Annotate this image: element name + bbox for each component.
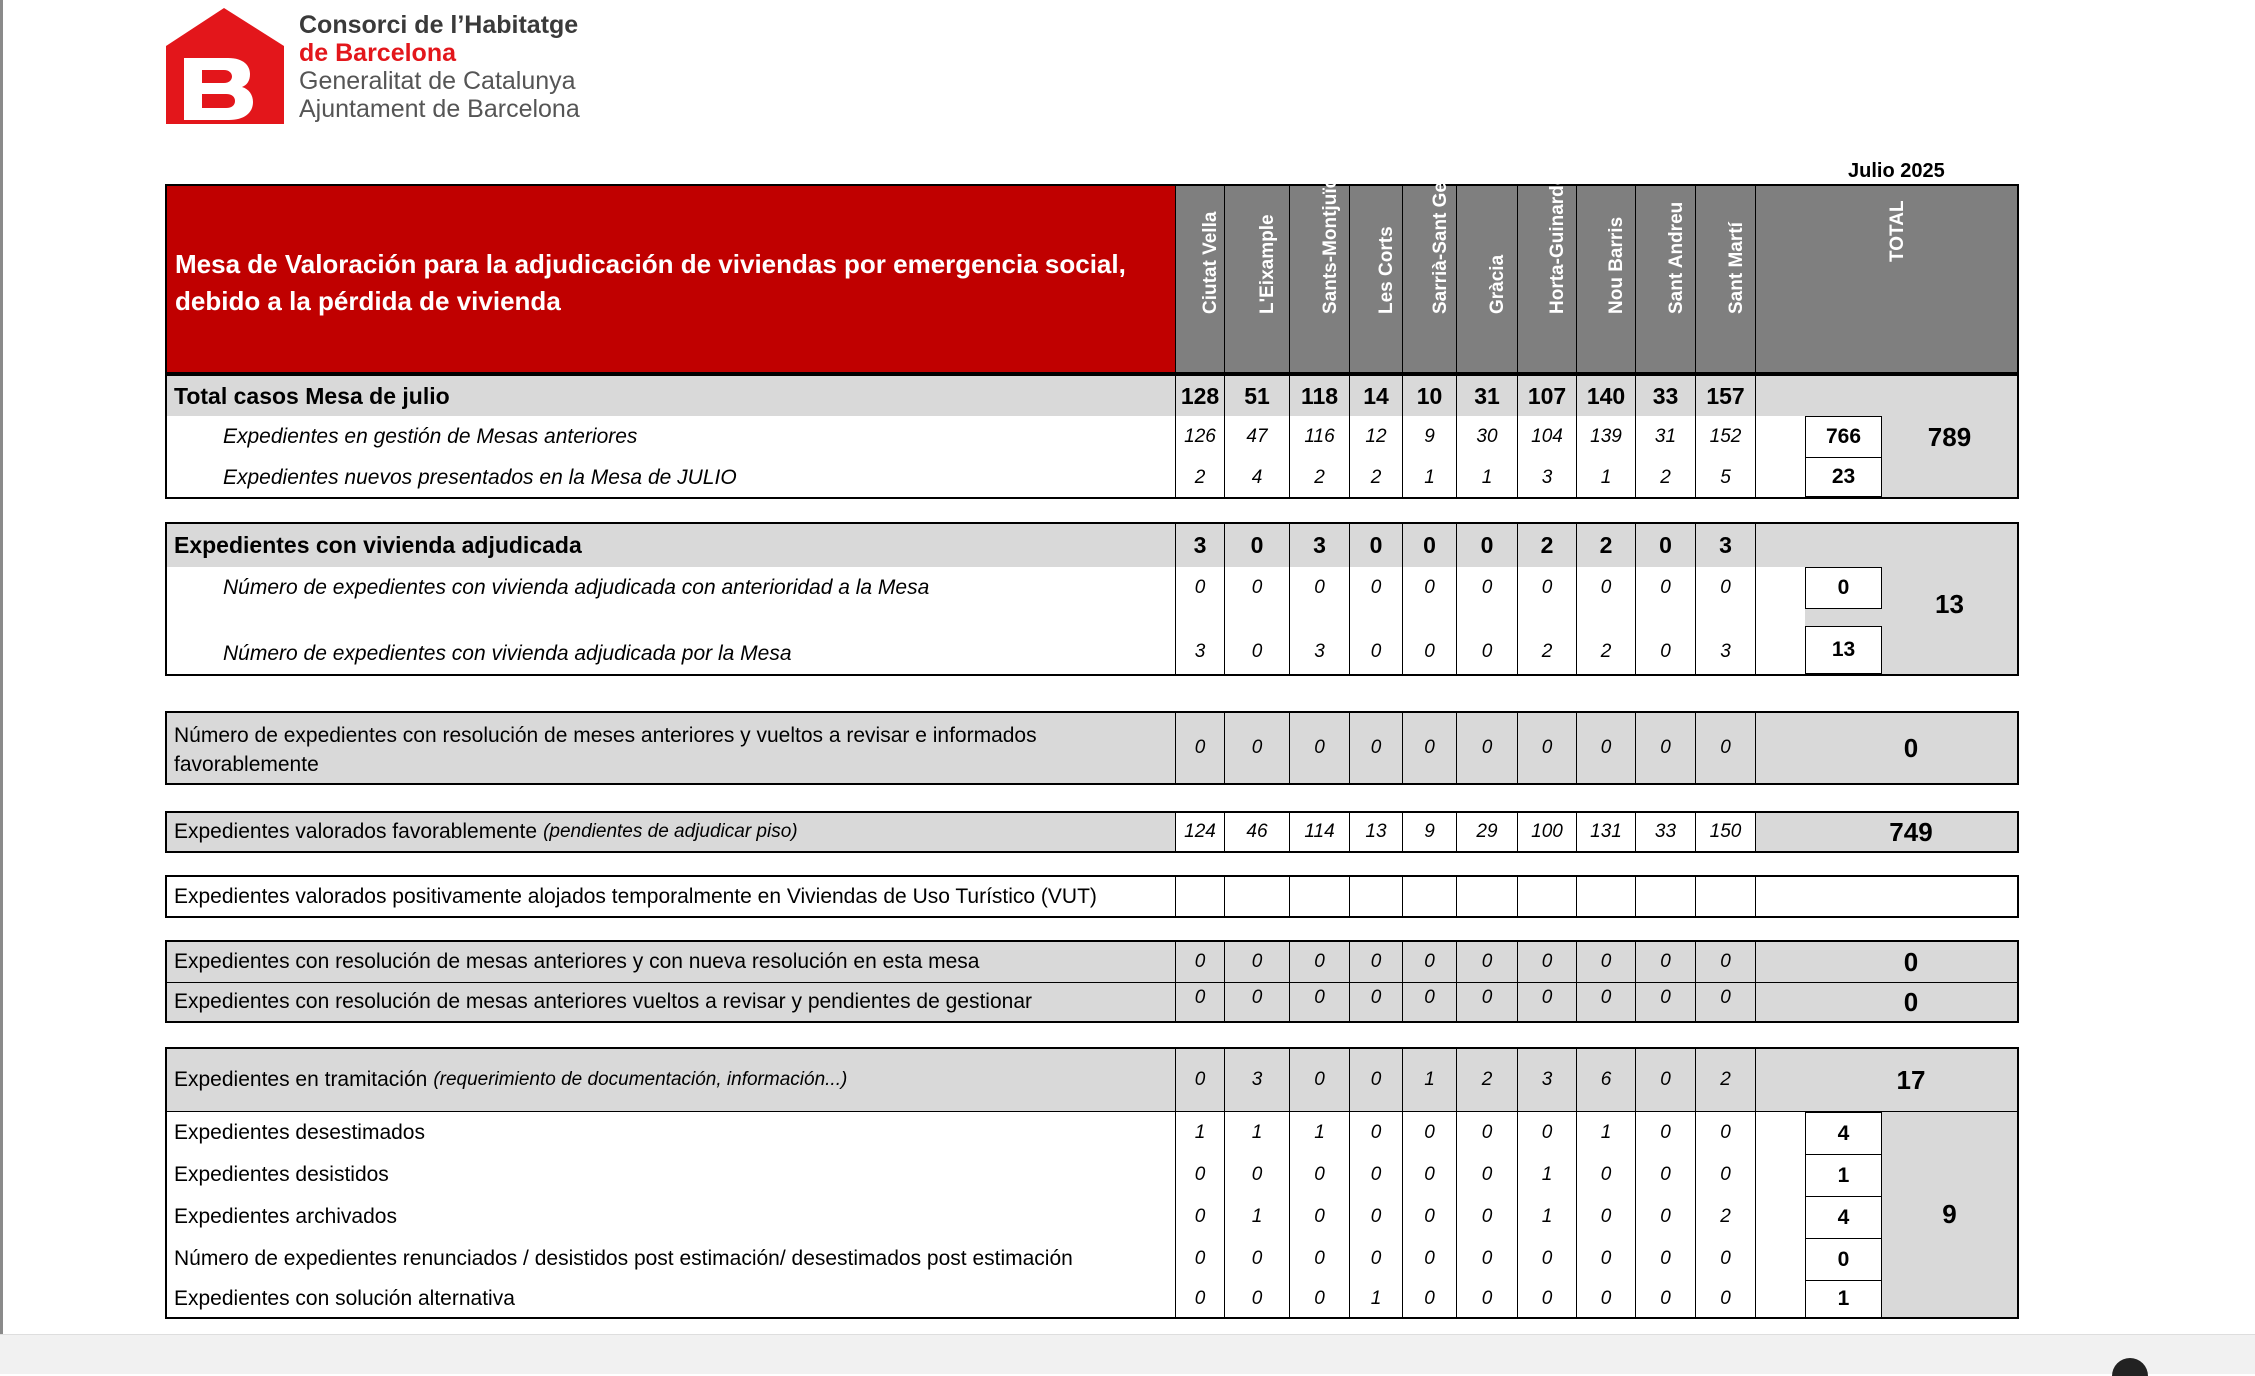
row-valorados-favorablemente	[167, 813, 2017, 851]
value-cell: 0	[1481, 737, 1493, 758]
value-cell: 0	[1424, 577, 1435, 598]
value-cell: 0	[1369, 532, 1383, 558]
table-title-line-2: debido a la pérdida de vivienda	[175, 286, 561, 316]
value-cell: 33	[1652, 382, 1679, 409]
value-cell: 0	[1660, 987, 1671, 1008]
value-cell: 0	[1541, 737, 1553, 758]
district-header	[1696, 186, 1755, 372]
value-cell: 3	[1541, 1069, 1553, 1090]
row-revisar-favorablemente	[167, 713, 2017, 783]
value-cell: 0	[1194, 1248, 1206, 1269]
value-cell: 0	[1314, 1164, 1325, 1185]
table-title-line-1: Mesa de Valoración para la adjudicación de viviendas por emergencia social,	[175, 249, 1126, 279]
district-header-label: Les Corts	[1376, 226, 1397, 314]
row-label: Expedientes con vivienda adjudicada	[174, 532, 582, 558]
value-cell: 1	[1541, 1206, 1553, 1227]
row-archivados	[167, 1196, 2017, 1238]
value-cell: 0	[1660, 1206, 1671, 1227]
row-vut	[167, 877, 2017, 916]
value-cell: 0	[1424, 737, 1435, 758]
row-label: Número de expedientes con vivienda adjudicada con anterioridad a la Mesa	[223, 576, 930, 599]
value-cell: 2	[1194, 466, 1206, 488]
value-cell: 0	[1194, 1206, 1206, 1227]
section-tramitacion	[165, 1047, 2019, 1319]
value-cell: 13	[1350, 813, 1402, 851]
value-cell: 3	[1541, 466, 1553, 488]
total-header-label: TOTAL	[1886, 200, 1908, 262]
value-cell: 0	[1314, 1069, 1325, 1090]
sum-mesas-anteriores: 766	[1805, 416, 1882, 458]
value-cell: 1	[1600, 466, 1612, 488]
value-cell: 0	[1660, 1069, 1671, 1090]
table-title	[167, 186, 1175, 372]
value-cell: 0	[1659, 532, 1672, 558]
row-solucion-alternativa	[167, 1280, 2017, 1317]
value-cell: 4	[1251, 466, 1263, 488]
value-cell: 1	[1314, 1122, 1325, 1143]
value-cell: 0	[1600, 951, 1612, 972]
value-cell: 157	[1706, 382, 1745, 409]
value-cell: 0	[1314, 951, 1325, 972]
district-header	[1518, 173, 1576, 372]
value-cell: 0	[1194, 1069, 1206, 1090]
sum-adjudicada-anterioridad: 0	[1805, 567, 1882, 609]
value-cell: 0	[1251, 1287, 1263, 1309]
viewer-bottom-bar	[0, 1334, 2255, 1374]
row-sum: 4	[1805, 1196, 1882, 1239]
sum-adjudicada-por-mesa: 13	[1805, 626, 1882, 674]
value-cell: 0	[1720, 577, 1731, 598]
value-cell: 0	[1370, 577, 1382, 598]
value-cell: 3	[1313, 532, 1326, 558]
value-cell: 47	[1246, 426, 1268, 447]
value-cell: 0	[1314, 987, 1325, 1008]
value-cell: 0	[1424, 987, 1435, 1008]
row-desistidos	[167, 1154, 2017, 1196]
value-cell: 1	[1194, 1122, 1206, 1143]
row-label: Expedientes nuevos presentados en la Mesa de JULIO	[223, 465, 737, 489]
value-cell: 0	[1424, 1287, 1435, 1309]
row-label: Expedientes valorados positivamente alojados temporalmente en Viviendas de Uso Turístico (VUT)	[174, 884, 1097, 908]
value-cell: 0	[1660, 1164, 1671, 1185]
consorci-b-logo-icon	[166, 8, 284, 124]
value-cell: 128	[1180, 382, 1220, 409]
value-cell: 46	[1225, 813, 1289, 851]
value-cell: 0	[1481, 577, 1493, 598]
logo-line-4: Ajuntament de Barcelona	[299, 95, 580, 123]
value-cell: 1	[1251, 1206, 1263, 1227]
value-cell: 0	[1720, 1287, 1731, 1309]
row-desestimados	[167, 1112, 2017, 1154]
value-cell: 0	[1720, 987, 1731, 1008]
value-cell: 0	[1251, 987, 1263, 1008]
row-adjudicada-anterioridad	[167, 567, 2017, 609]
value-cell: 1	[1481, 466, 1493, 488]
value-cell: 0	[1660, 1287, 1671, 1309]
value-cell: 0	[1720, 951, 1731, 972]
value-cell: 0	[1314, 1248, 1325, 1269]
total-casos: 789	[1927, 421, 1972, 452]
value-cell: 3	[1194, 641, 1206, 662]
row-label-line-2: favorablemente	[174, 753, 319, 776]
value-cell: 0	[1314, 737, 1325, 758]
row-mesas-anteriores	[167, 416, 2017, 458]
value-cell: 0	[1423, 532, 1436, 558]
row-adjudicada-por-mesa	[167, 609, 2017, 674]
value-cell: 3	[1251, 1069, 1263, 1090]
value-cell: 0	[1600, 987, 1612, 1008]
value-cell: 0	[1370, 1122, 1382, 1143]
value-cell: 2	[1720, 1069, 1731, 1090]
value-cell: 0	[1314, 1206, 1325, 1227]
value-cell: 0	[1541, 951, 1553, 972]
value-cell: 107	[1527, 382, 1567, 409]
district-header-label: L'Eixample	[1257, 214, 1278, 314]
row-label: Expedientes desestimados	[174, 1121, 425, 1144]
total-pendientes-gestionar: 0	[1903, 986, 1919, 1017]
row-label: Expedientes en gestión de Mesas anteriores	[223, 425, 638, 448]
value-cell: 2	[1481, 1069, 1493, 1090]
row-sum: 0	[1805, 1238, 1882, 1281]
total-desestimados-group: 9	[1942, 1199, 1957, 1229]
row-sum: 4	[1805, 1112, 1882, 1155]
row-label	[167, 813, 1175, 851]
value-cell: 1	[1424, 466, 1435, 488]
row-nuevos-julio	[167, 458, 2017, 497]
district-header-label: Gràcia	[1487, 254, 1508, 314]
value-cell: 150	[1696, 813, 1755, 851]
value-cell: 0	[1250, 532, 1264, 558]
district-header	[1176, 186, 1224, 372]
row-label: Expedientes con resolución de mesas anteriores y con nueva resolución en esta mesa	[174, 950, 980, 973]
logo-line-2: de Barcelona	[299, 39, 457, 67]
value-cell: 0	[1481, 1206, 1493, 1227]
row-label-text: Expedientes en tramitación	[174, 1068, 428, 1091]
row-renunciados	[167, 1238, 2017, 1280]
section-vut	[165, 875, 2019, 918]
value-cell: 0	[1541, 577, 1553, 598]
value-cell: 0	[1424, 641, 1435, 662]
value-cell: 0	[1424, 951, 1435, 972]
value-cell: 0	[1194, 951, 1206, 972]
district-header-label: Horta-Guinardó	[1547, 173, 1568, 314]
value-cell: 114	[1290, 813, 1349, 851]
value-cell: 139	[1590, 426, 1622, 447]
value-cell: 0	[1600, 1248, 1612, 1269]
value-cell: 2	[1660, 466, 1671, 488]
value-cell: 2	[1541, 641, 1553, 662]
row-label	[167, 713, 1175, 783]
value-cell: 0	[1660, 641, 1671, 662]
district-header	[1225, 186, 1289, 372]
row-sum: 1	[1805, 1280, 1882, 1318]
district-header	[1403, 137, 1456, 372]
value-cell: 0	[1660, 1248, 1671, 1269]
value-cell: 0	[1251, 951, 1263, 972]
row-nueva-resolucion	[167, 942, 2017, 982]
value-cell: 118	[1300, 382, 1339, 409]
value-cell: 0	[1370, 737, 1382, 758]
value-cell: 1	[1370, 1287, 1382, 1309]
value-cell: 0	[1481, 1287, 1493, 1309]
row-label-note: (pendientes de adjudicar piso)	[543, 821, 798, 842]
value-cell: 0	[1314, 577, 1325, 598]
value-cell: 2	[1600, 641, 1612, 662]
value-cell: 2	[1599, 532, 1613, 558]
value-cell: 0	[1370, 1069, 1382, 1090]
district-header-label: Sant Martí	[1725, 222, 1747, 314]
value-cell: 0	[1424, 1122, 1435, 1143]
district-header-label: Sants-Montjuïc	[1319, 177, 1341, 314]
value-cell: 10	[1416, 382, 1443, 409]
value-cell: 2	[1540, 532, 1554, 558]
value-cell: 3	[1720, 641, 1731, 662]
row-label-note: (requerimiento de documentación, información...)	[433, 1069, 848, 1090]
value-cell: 0	[1481, 1164, 1493, 1185]
district-header	[1457, 186, 1517, 372]
value-cell: 3	[1719, 532, 1732, 558]
value-cell: 1	[1541, 1164, 1553, 1185]
logo-line-1: Consorci de l’Habitatge	[299, 11, 579, 39]
page-left-border	[0, 0, 3, 1373]
total-vivienda-adjudicada: 13	[1935, 588, 1964, 619]
value-cell: 0	[1481, 1248, 1493, 1269]
value-cell: 9	[1403, 813, 1456, 851]
value-cell: 0	[1481, 1122, 1493, 1143]
value-cell: 14	[1363, 382, 1389, 409]
value-cell: 0	[1720, 1122, 1731, 1143]
section-vivienda-adjudicada	[165, 522, 2019, 676]
value-cell: 0	[1600, 1206, 1612, 1227]
value-cell: 0	[1481, 641, 1493, 662]
district-header	[1577, 186, 1635, 372]
value-cell: 31	[1474, 382, 1500, 409]
district-header-label: Nou Barris	[1606, 216, 1627, 314]
total-revisar-favorablemente: 0	[1903, 732, 1919, 763]
district-header-label: Sarrià-Sant Gervasi	[1429, 137, 1451, 314]
value-cell: 0	[1660, 951, 1671, 972]
value-cell: 0	[1370, 987, 1382, 1008]
row-label: Expedientes con solución alternativa	[174, 1286, 515, 1310]
value-cell: 0	[1194, 577, 1206, 598]
total-valorados-favorablemente: 749	[1889, 816, 1933, 847]
value-cell: 1	[1251, 1122, 1263, 1143]
value-cell: 124	[1176, 813, 1224, 851]
section-resolucion-anteriores	[165, 940, 2019, 1023]
value-cell: 0	[1370, 1206, 1382, 1227]
row-label-text: Expedientes valorados favorablemente	[174, 820, 538, 843]
value-cell: 0	[1480, 532, 1494, 558]
value-cell: 0	[1370, 951, 1382, 972]
section-total-casos	[165, 374, 2019, 499]
row-label: Total casos Mesa de julio	[174, 382, 450, 409]
row-label	[167, 1049, 1175, 1111]
value-cell: 140	[1586, 382, 1626, 409]
row-label: Número de expedientes con vivienda adjudicada por la Mesa	[223, 641, 792, 665]
value-cell: 0	[1194, 1164, 1206, 1185]
total-nueva-resolucion: 0	[1903, 946, 1919, 977]
district-header	[1636, 186, 1695, 372]
value-cell: 0	[1194, 987, 1206, 1008]
value-cell: 0	[1194, 737, 1206, 758]
value-cell: 33	[1636, 813, 1695, 851]
total-header	[1756, 186, 2017, 372]
value-cell: 0	[1424, 1248, 1435, 1269]
value-cell: 0	[1541, 1122, 1553, 1143]
value-cell: 0	[1660, 577, 1671, 598]
value-cell: 0	[1720, 1164, 1731, 1185]
value-cell: 0	[1660, 1122, 1671, 1143]
value-cell: 0	[1541, 987, 1553, 1008]
value-cell: 0	[1600, 1287, 1612, 1309]
value-cell: 0	[1600, 577, 1612, 598]
value-cell: 5	[1720, 466, 1731, 488]
row-label: Expedientes con resolución de mesas anteriores vueltos a revisar y pendientes de gestionar	[174, 990, 1032, 1013]
row-sum: 1	[1805, 1154, 1882, 1197]
logo-line-3: Generalitat de Catalunya	[299, 67, 576, 95]
value-cell: 0	[1251, 1164, 1263, 1185]
value-cell: 9	[1424, 426, 1435, 447]
row-tramitacion	[167, 1049, 2017, 1111]
value-cell: 0	[1424, 1164, 1435, 1185]
value-cell: 51	[1244, 382, 1270, 409]
value-cell: 3	[1193, 532, 1207, 558]
value-cell: 0	[1194, 1287, 1206, 1309]
value-cell: 1	[1600, 1122, 1612, 1143]
row-label-line-1: Número de expedientes con resolución de meses anteriores y vueltos a revisar e informados	[174, 724, 1037, 747]
value-cell: 0	[1370, 641, 1382, 662]
row-label: Número de expedientes renunciados / desistidos post estimación/ desestimados post estimación	[174, 1247, 1073, 1270]
row-total-casos	[167, 376, 2017, 416]
sum-nuevos-julio: 23	[1805, 457, 1882, 497]
value-cell: 0	[1541, 1248, 1553, 1269]
value-cell: 29	[1457, 813, 1517, 851]
value-cell: 0	[1720, 737, 1731, 758]
section-revisar-favorablemente	[165, 711, 2019, 785]
value-cell: 1	[1424, 1069, 1435, 1090]
value-cell: 0	[1720, 1248, 1731, 1269]
row-vivienda-adjudicada	[167, 524, 2017, 567]
district-header-label: Ciutat Vella	[1200, 211, 1221, 314]
value-cell: 0	[1600, 737, 1612, 758]
total-tramitacion: 17	[1896, 1064, 1926, 1095]
row-label: Expedientes desistidos	[174, 1163, 389, 1186]
value-cell: 0	[1541, 1287, 1553, 1309]
consorci-logo	[166, 8, 646, 128]
value-cell: 100	[1518, 813, 1576, 851]
value-cell: 0	[1251, 737, 1263, 758]
value-cell: 0	[1600, 1164, 1612, 1185]
value-cell: 0	[1314, 1287, 1325, 1309]
value-cell: 31	[1654, 426, 1677, 447]
value-cell: 152	[1709, 426, 1742, 447]
value-cell: 0	[1481, 951, 1493, 972]
value-cell: 2	[1720, 1206, 1731, 1227]
value-cell: 0	[1424, 1206, 1435, 1227]
value-cell: 0	[1251, 1248, 1263, 1269]
value-cell: 0	[1481, 987, 1493, 1008]
value-cell: 6	[1600, 1069, 1612, 1090]
value-cell: 131	[1577, 813, 1635, 851]
district-header-label: Sant Andreu	[1665, 201, 1687, 314]
district-header	[1290, 177, 1349, 372]
value-cell: 2	[1370, 466, 1382, 488]
section-valorados-favorablemente	[165, 811, 2019, 853]
value-cell: 104	[1531, 426, 1563, 447]
value-cell: 0	[1251, 577, 1263, 598]
value-cell: 116	[1304, 426, 1335, 447]
value-cell: 3	[1314, 641, 1325, 662]
value-cell: 0	[1370, 1248, 1382, 1269]
value-cell: 0	[1660, 737, 1671, 758]
report-date: Julio 2025	[1848, 160, 1945, 182]
value-cell: 30	[1476, 426, 1498, 447]
value-cell: 0	[1251, 641, 1263, 662]
row-pendientes-gestionar	[167, 983, 2017, 1021]
value-cell: 12	[1365, 426, 1387, 447]
value-cell: 0	[1370, 1164, 1382, 1185]
value-cell: 2	[1314, 466, 1325, 488]
row-label: Expedientes archivados	[174, 1205, 397, 1228]
value-cell: 126	[1184, 426, 1216, 447]
district-header	[1350, 186, 1402, 372]
